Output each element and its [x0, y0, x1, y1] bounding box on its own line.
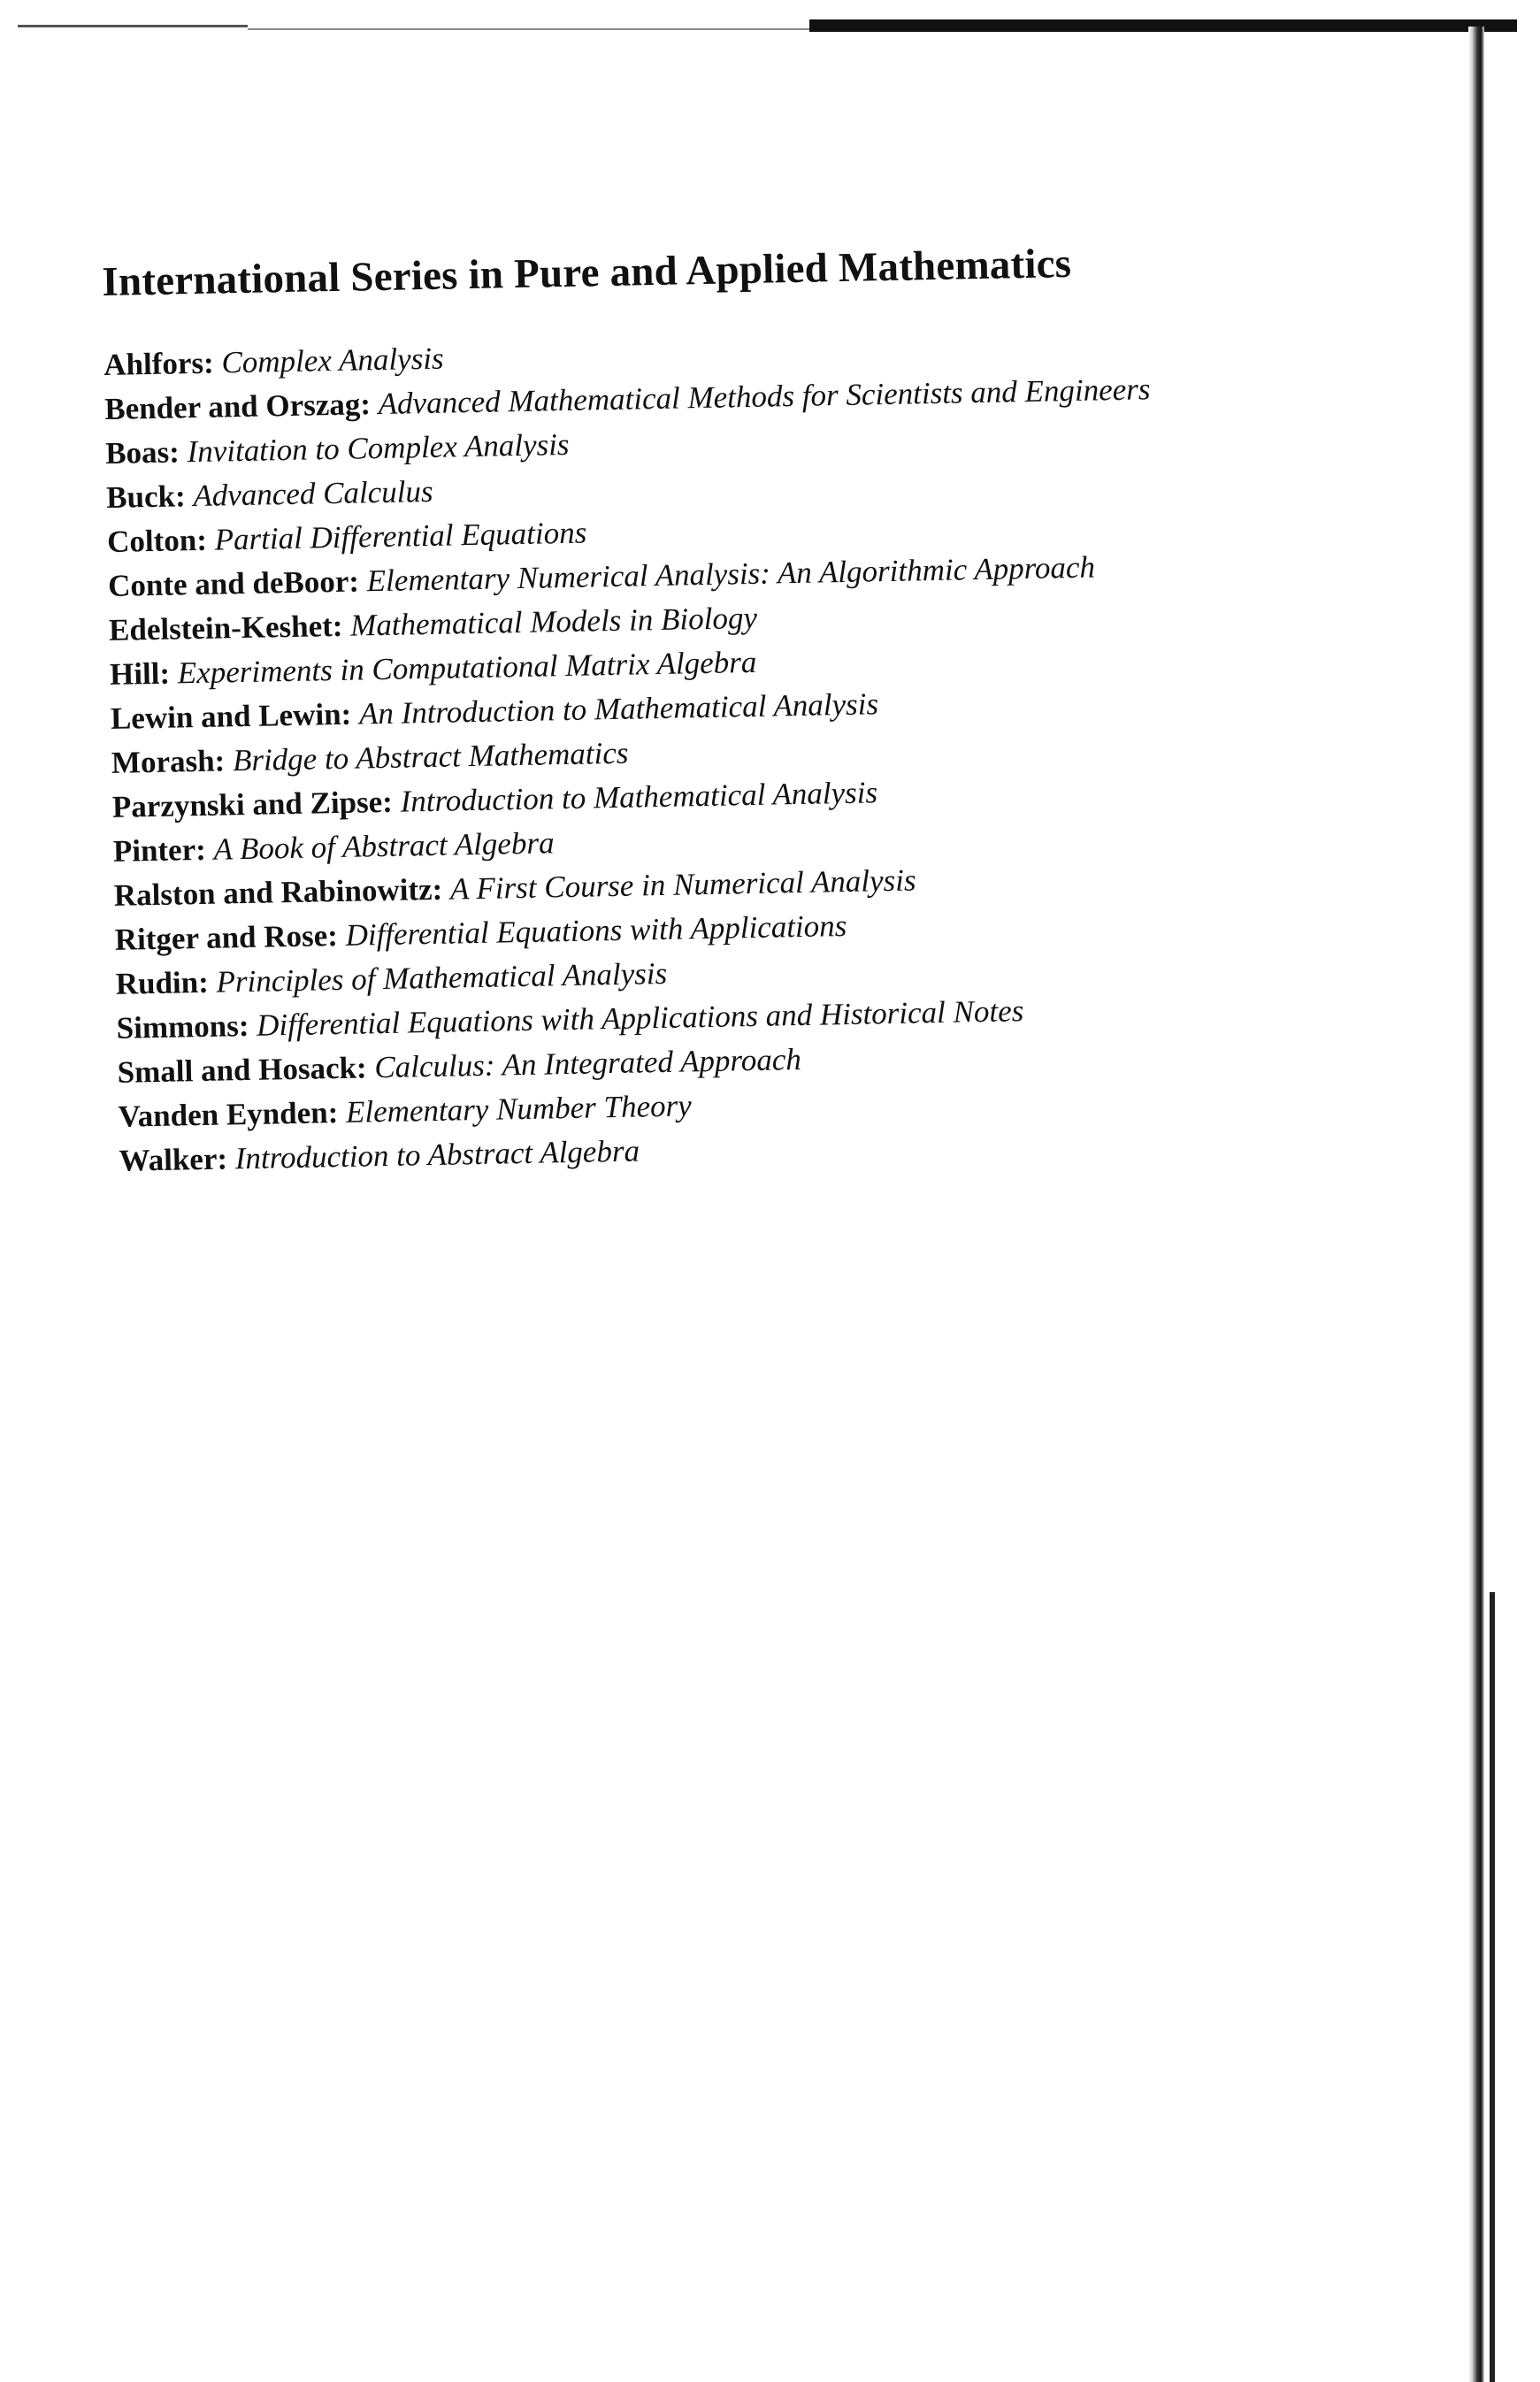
book-title: Elementary Numerical Analysis: An Algorithmic Approach: [366, 549, 1096, 599]
book-author: Edelstein-Keshet:: [108, 608, 343, 647]
book-title: Bridge to Abstract Mathematics: [232, 735, 629, 778]
book-title: Advanced Calculus: [193, 473, 433, 514]
book-author: Walker:: [119, 1141, 228, 1178]
series-title: International Series in Pure and Applied Mathematics: [102, 240, 1072, 305]
scan-artifact-rule: [248, 28, 814, 30]
book-title: Invitation to Complex Analysis: [187, 426, 570, 470]
scan-artifact-rule: [18, 25, 248, 27]
book-title: Differential Equations with Applications and Historical Notes: [256, 993, 1024, 1043]
book-author: Conte and deBoor:: [107, 563, 360, 603]
scan-artifact-edge: [1490, 1592, 1495, 2382]
book-author: Pinter:: [112, 831, 207, 869]
scan-artifact-edge: [1468, 27, 1484, 2382]
book-author: Bender and Orszag:: [103, 387, 372, 426]
book-author: Lewin and Lewin:: [110, 696, 352, 736]
book-title: Calculus: An Integrated Approach: [373, 1041, 802, 1085]
book-title: Partial Differential Equations: [214, 515, 587, 557]
book-title: Introduction to Abstract Algebra: [234, 1133, 640, 1176]
book-title: Experiments in Computational Matrix Algebra: [177, 644, 757, 691]
book-title: Elementary Number Theory: [345, 1088, 693, 1130]
book-title: A Book of Abstract Algebra: [213, 825, 555, 867]
book-title: Advanced Mathematical Methods for Scientists and Engineers: [378, 371, 1151, 422]
book-author: Buck:: [105, 479, 187, 515]
book-title: Introduction to Mathematical Analysis: [400, 775, 878, 819]
book-list: [103, 319, 1375, 1183]
book-author: Colton:: [106, 522, 208, 559]
book-author: Boas:: [104, 434, 180, 471]
book-author: Simmons:: [116, 1007, 249, 1045]
book-title: Principles of Mathematical Analysis: [216, 955, 668, 1000]
book-author: Ritger and Rose:: [114, 918, 339, 957]
book-author: Parzynski and Zipse:: [111, 784, 394, 824]
book-author: Ahlfors:: [103, 345, 215, 382]
book-author: Hill:: [109, 655, 171, 692]
book-title: A First Course in Numerical Analysis: [449, 862, 916, 907]
page-content: [102, 234, 1375, 1183]
book-title: Complex Analysis: [221, 341, 444, 380]
book-title: Differential Equations with Applications: [345, 908, 847, 953]
book-author: Rudin:: [115, 964, 210, 1001]
book-author: Ralston and Rabinowitz:: [113, 871, 443, 913]
book-author: Vanden Eynden:: [118, 1095, 339, 1134]
book-author: Morash:: [111, 743, 226, 780]
book-title: Mathematical Models in Biology: [349, 600, 758, 643]
book-title: An Introduction to Mathematical Analysis: [358, 686, 879, 731]
scan-artifact-bar: [809, 19, 1517, 32]
book-author: Small and Hosack:: [117, 1050, 367, 1090]
